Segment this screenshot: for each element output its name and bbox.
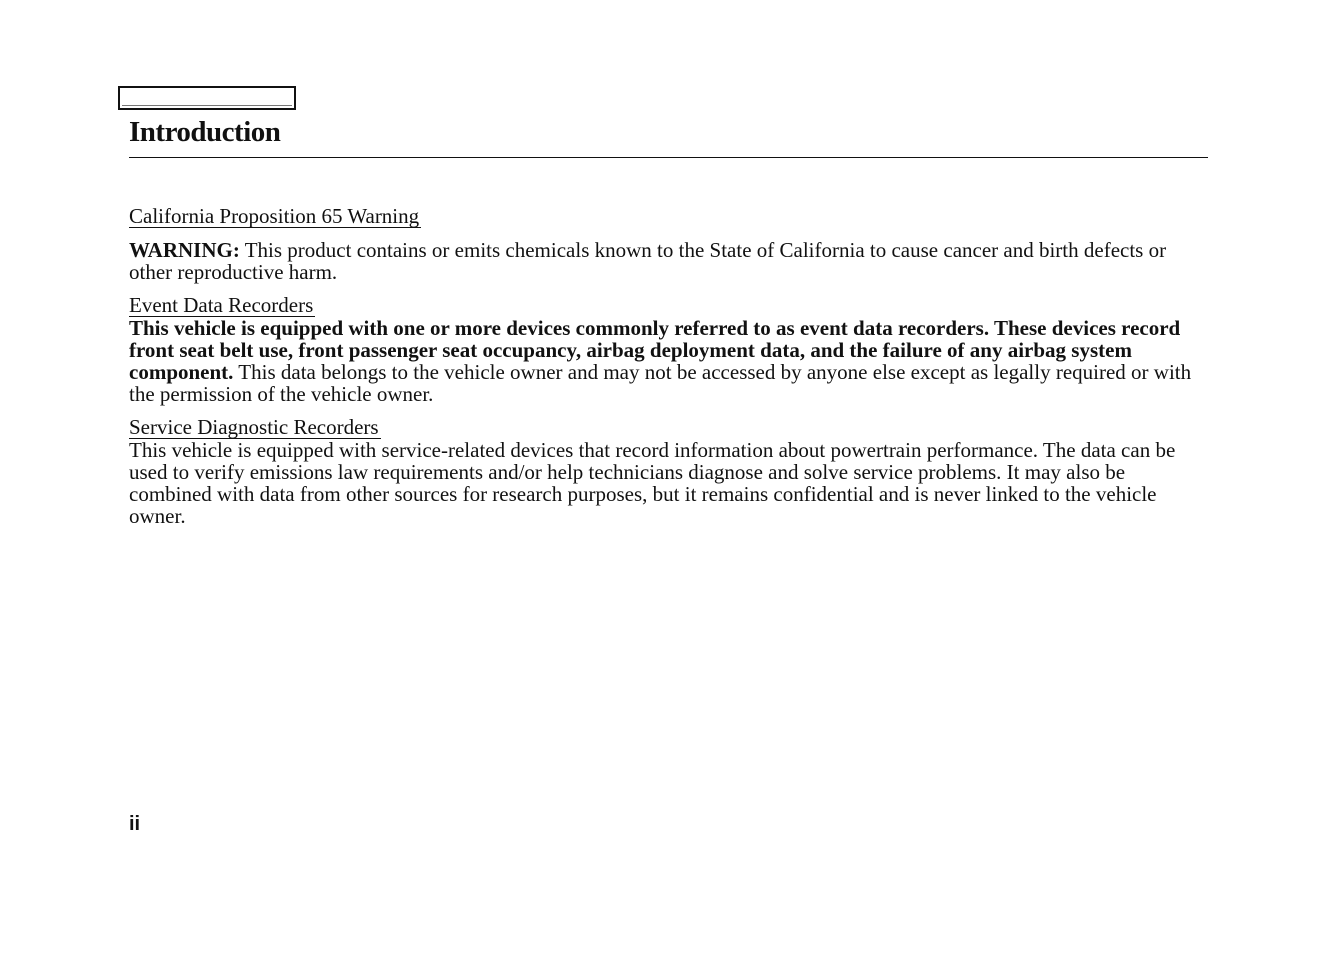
- section-heading-sdr: Service Diagnostic Recorders: [129, 415, 379, 439]
- section-heading-prop65: California Proposition 65 Warning: [129, 204, 420, 228]
- warning-label: WARNING:: [129, 238, 240, 262]
- section-heading-edr: Event Data Recorders: [129, 293, 314, 317]
- title-divider: [129, 157, 1208, 158]
- page-title: Introduction: [129, 116, 281, 148]
- paragraph-prop65: [129, 239, 1204, 283]
- section-prop65: [129, 205, 1204, 283]
- edr-bold-text: This vehicle is equipped with one or more devices commonly referred to as event data recorders. These devices record front seat belt use, front passenger seat occupancy, airbag deployment data, and the failure of any airbag system component.: [129, 316, 1181, 384]
- edr-body-text: This data belongs to the vehicle owner and may not be accessed by anyone else except as legally required or with the permission of the vehicle owner.: [129, 360, 1192, 406]
- section-sdr: [129, 416, 1204, 527]
- paragraph-sdr: This vehicle is equipped with service-related devices that record information about powertrain performance. The data can be used to verify emissions law requirements and/or help technicians diagnose and solve service problems. It may also be combined with data from other sources for research purposes, but it remains confidential and is never linked to the vehicle owner.: [129, 438, 1176, 528]
- main-content: [129, 205, 1204, 527]
- paragraph-edr: [129, 317, 1204, 405]
- page-number: ii: [129, 813, 141, 835]
- warning-text: This product contains or emits chemicals known to the State of California to cause cancer and birth defects or other reproductive harm.: [129, 238, 1167, 284]
- navigation-box: [118, 86, 296, 110]
- section-edr: [129, 294, 1204, 405]
